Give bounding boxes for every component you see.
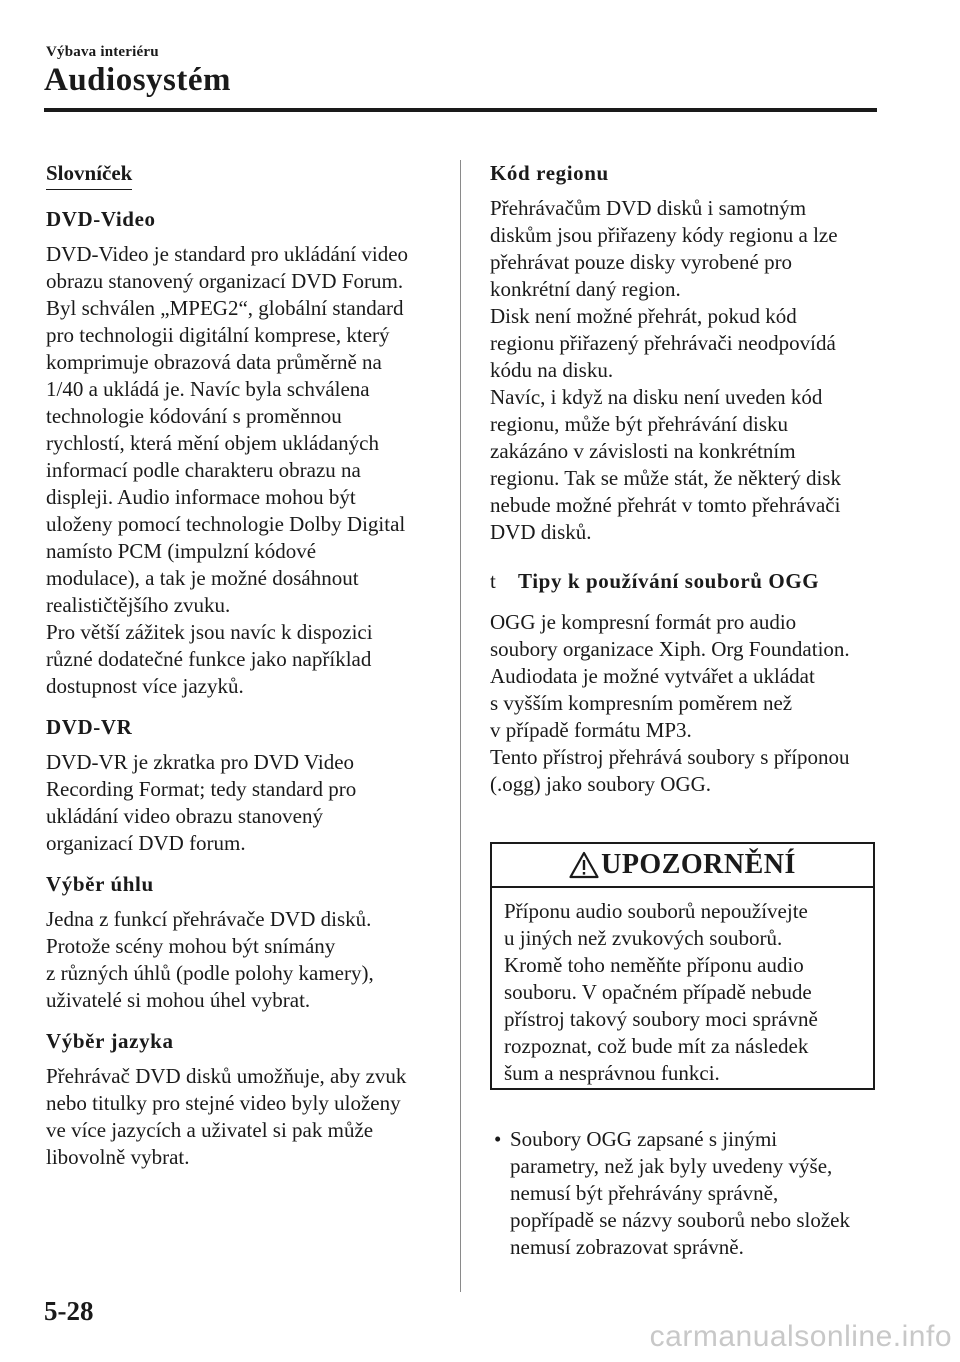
text-line: uloženy pomocí technologie Dolby Digital [46, 512, 406, 536]
text-line: popřípadě se názvy souborů nebo složek [510, 1208, 850, 1232]
text-line: parametry, než jak byly uvedeny výše, [510, 1154, 833, 1178]
text-line: diskům jsou přiřazeny kódy regionu a lze [490, 223, 838, 247]
text-line: v případě formátu MP3. [490, 718, 692, 742]
language-heading: Výběr jazyka [46, 1029, 174, 1053]
text-line: Kromě toho neměňte příponu audio [504, 953, 804, 977]
text-line: z různých úhlů (podle polohy kamery), [46, 961, 374, 985]
angle-heading: Výběr úhlu [46, 872, 154, 896]
text-line: Disk není možné přehrát, pokud kód [490, 304, 797, 328]
text-line: pro technologii digitální komprese, který [46, 323, 390, 347]
warning-triangle-icon [569, 851, 599, 879]
text-line: ve více jazycích a uživatel si pak může [46, 1118, 374, 1142]
text-line: DVD disků. [490, 520, 592, 544]
text-line: regionu přiřazený přehrávači neodpovídá [490, 331, 836, 355]
text-line: informací podle charakteru obrazu na [46, 458, 361, 482]
text-line: Navíc, i když na disku není uveden kód [490, 385, 823, 409]
warning-title [492, 844, 873, 886]
text-line: Protože scény mohou být snímány [46, 934, 336, 958]
text-line: nebude možné přehrát v tomto přehrávači [490, 493, 841, 517]
text-line: konkrétní daný region. [490, 277, 681, 301]
warning-text [504, 898, 864, 1087]
text-line: nemusí zobrazovat správně. [510, 1235, 744, 1259]
ogg-text [490, 609, 880, 798]
text-line: souboru. V opačném případě nebude [504, 980, 812, 1004]
text-line: Tento přístroj přehrává soubory s příponou [490, 745, 850, 769]
text-line: regionu. Tak se může stát, že některý disk [490, 466, 841, 490]
text-line: u jiných než zvukových souborů. [504, 926, 783, 950]
region-text [490, 195, 880, 546]
text-line: technologie kódování s proměnnou [46, 404, 342, 428]
text-line: soubory organizace Xiph. Org Foundation. [490, 637, 850, 661]
text-line: přehrávat pouze disky vyrobené pro [490, 250, 793, 274]
text-line: regionu, může být přehrávání disku [490, 412, 788, 436]
left-column [46, 160, 446, 1171]
text-line: (.ogg) jako soubory OGG. [490, 772, 712, 796]
text-line: rychlostí, která mění objem ukládaných [46, 431, 379, 455]
text-line: šum a nesprávnou funkci. [504, 1061, 720, 1085]
dvd-video-heading: DVD-Video [46, 207, 156, 231]
text-line: organizací DVD forum. [46, 831, 246, 855]
warning-divider [492, 886, 873, 888]
warning-title-label: UPOZORNĚNÍ [601, 849, 796, 880]
text-line: komprimuje obrazová data průměrně na [46, 350, 382, 374]
list-item [490, 1126, 880, 1261]
dvd-vr-text [46, 749, 446, 857]
dvd-video-text [46, 241, 446, 700]
text-line: Soubory OGG zapsané s jinými [510, 1127, 778, 1151]
text-line: modulace), a tak je možné dosáhnout [46, 566, 359, 590]
text-line: ukládání video obrazu stanovený [46, 804, 323, 828]
text-line: Příponu audio souborů nepoužívejte [504, 899, 808, 923]
text-line: dostupnost více jazyků. [46, 674, 244, 698]
text-line: DVD-Video je standard pro ukládání video [46, 242, 409, 266]
title-rule [44, 108, 877, 112]
text-line: displeji. Audio informace mohou být [46, 485, 356, 509]
text-line: Přehrávačům DVD disků i samotným [490, 196, 807, 220]
page-number: 5-28 [44, 1296, 94, 1326]
ogg-heading [490, 568, 880, 595]
region-heading: Kód regionu [490, 161, 609, 185]
text-line: obrazu stanovený organizací DVD Forum. [46, 269, 404, 293]
section-marker-icon: t [490, 569, 497, 593]
text-line: nebo titulky pro stejné video byly uloženy [46, 1091, 401, 1115]
text-line: s vyšším kompresním poměrem než [490, 691, 793, 715]
text-line: DVD-VR je zkratka pro DVD Video [46, 750, 355, 774]
text-line: nemusí být přehrávány správně, [510, 1181, 779, 1205]
text-line: Recording Format; tedy standard pro [46, 777, 357, 801]
text-line: různé dodatečné funkce jako například [46, 647, 372, 671]
column-divider [460, 160, 461, 1292]
text-line: OGG je kompresní formát pro audio [490, 610, 797, 634]
angle-text [46, 906, 446, 1014]
text-line: rozpoznat, což bude mít za následek [504, 1034, 809, 1058]
text-line: uživatelé si mohou úhel vybrat. [46, 988, 311, 1012]
dvd-vr-heading: DVD-VR [46, 715, 133, 739]
bullet-list [490, 1126, 880, 1261]
text-line: zakázáno v závislosti na konkrétním [490, 439, 796, 463]
ogg-heading-label: Tipy k používání souborů OGG [518, 569, 820, 593]
text-line: namísto PCM (impulzní kódové [46, 539, 317, 563]
right-column [490, 160, 880, 798]
text-line: Audiodata je možné vytvářet a ukládat [490, 664, 815, 688]
text-line: 1/40 a ukládá je. Navíc byla schválena [46, 377, 370, 401]
glossary-heading: Slovníček [46, 160, 132, 190]
section-label: Výbava interiéru [46, 44, 159, 60]
warning-box [490, 842, 875, 1090]
text-line: přístroj takový soubory moci správně [504, 1007, 818, 1031]
text-line: Pro větší zážitek jsou navíc k dispozici [46, 620, 373, 644]
page-title: Audiosystém [44, 62, 232, 98]
text-line: Byl schválen „MPEG2“, globální standard [46, 296, 404, 320]
watermark: carmanualsonline.info [649, 1320, 952, 1353]
text-line: Přehrávač DVD disků umožňuje, aby zvuk [46, 1064, 407, 1088]
bullet-icon: • [494, 1127, 502, 1151]
text-line: kódu na disku. [490, 358, 614, 382]
text-line: libovolně vybrat. [46, 1145, 190, 1169]
text-line: realističtějšího zvuku. [46, 593, 231, 617]
language-text [46, 1063, 446, 1171]
text-line: Jedna z funkcí přehrávače DVD disků. [46, 907, 372, 931]
